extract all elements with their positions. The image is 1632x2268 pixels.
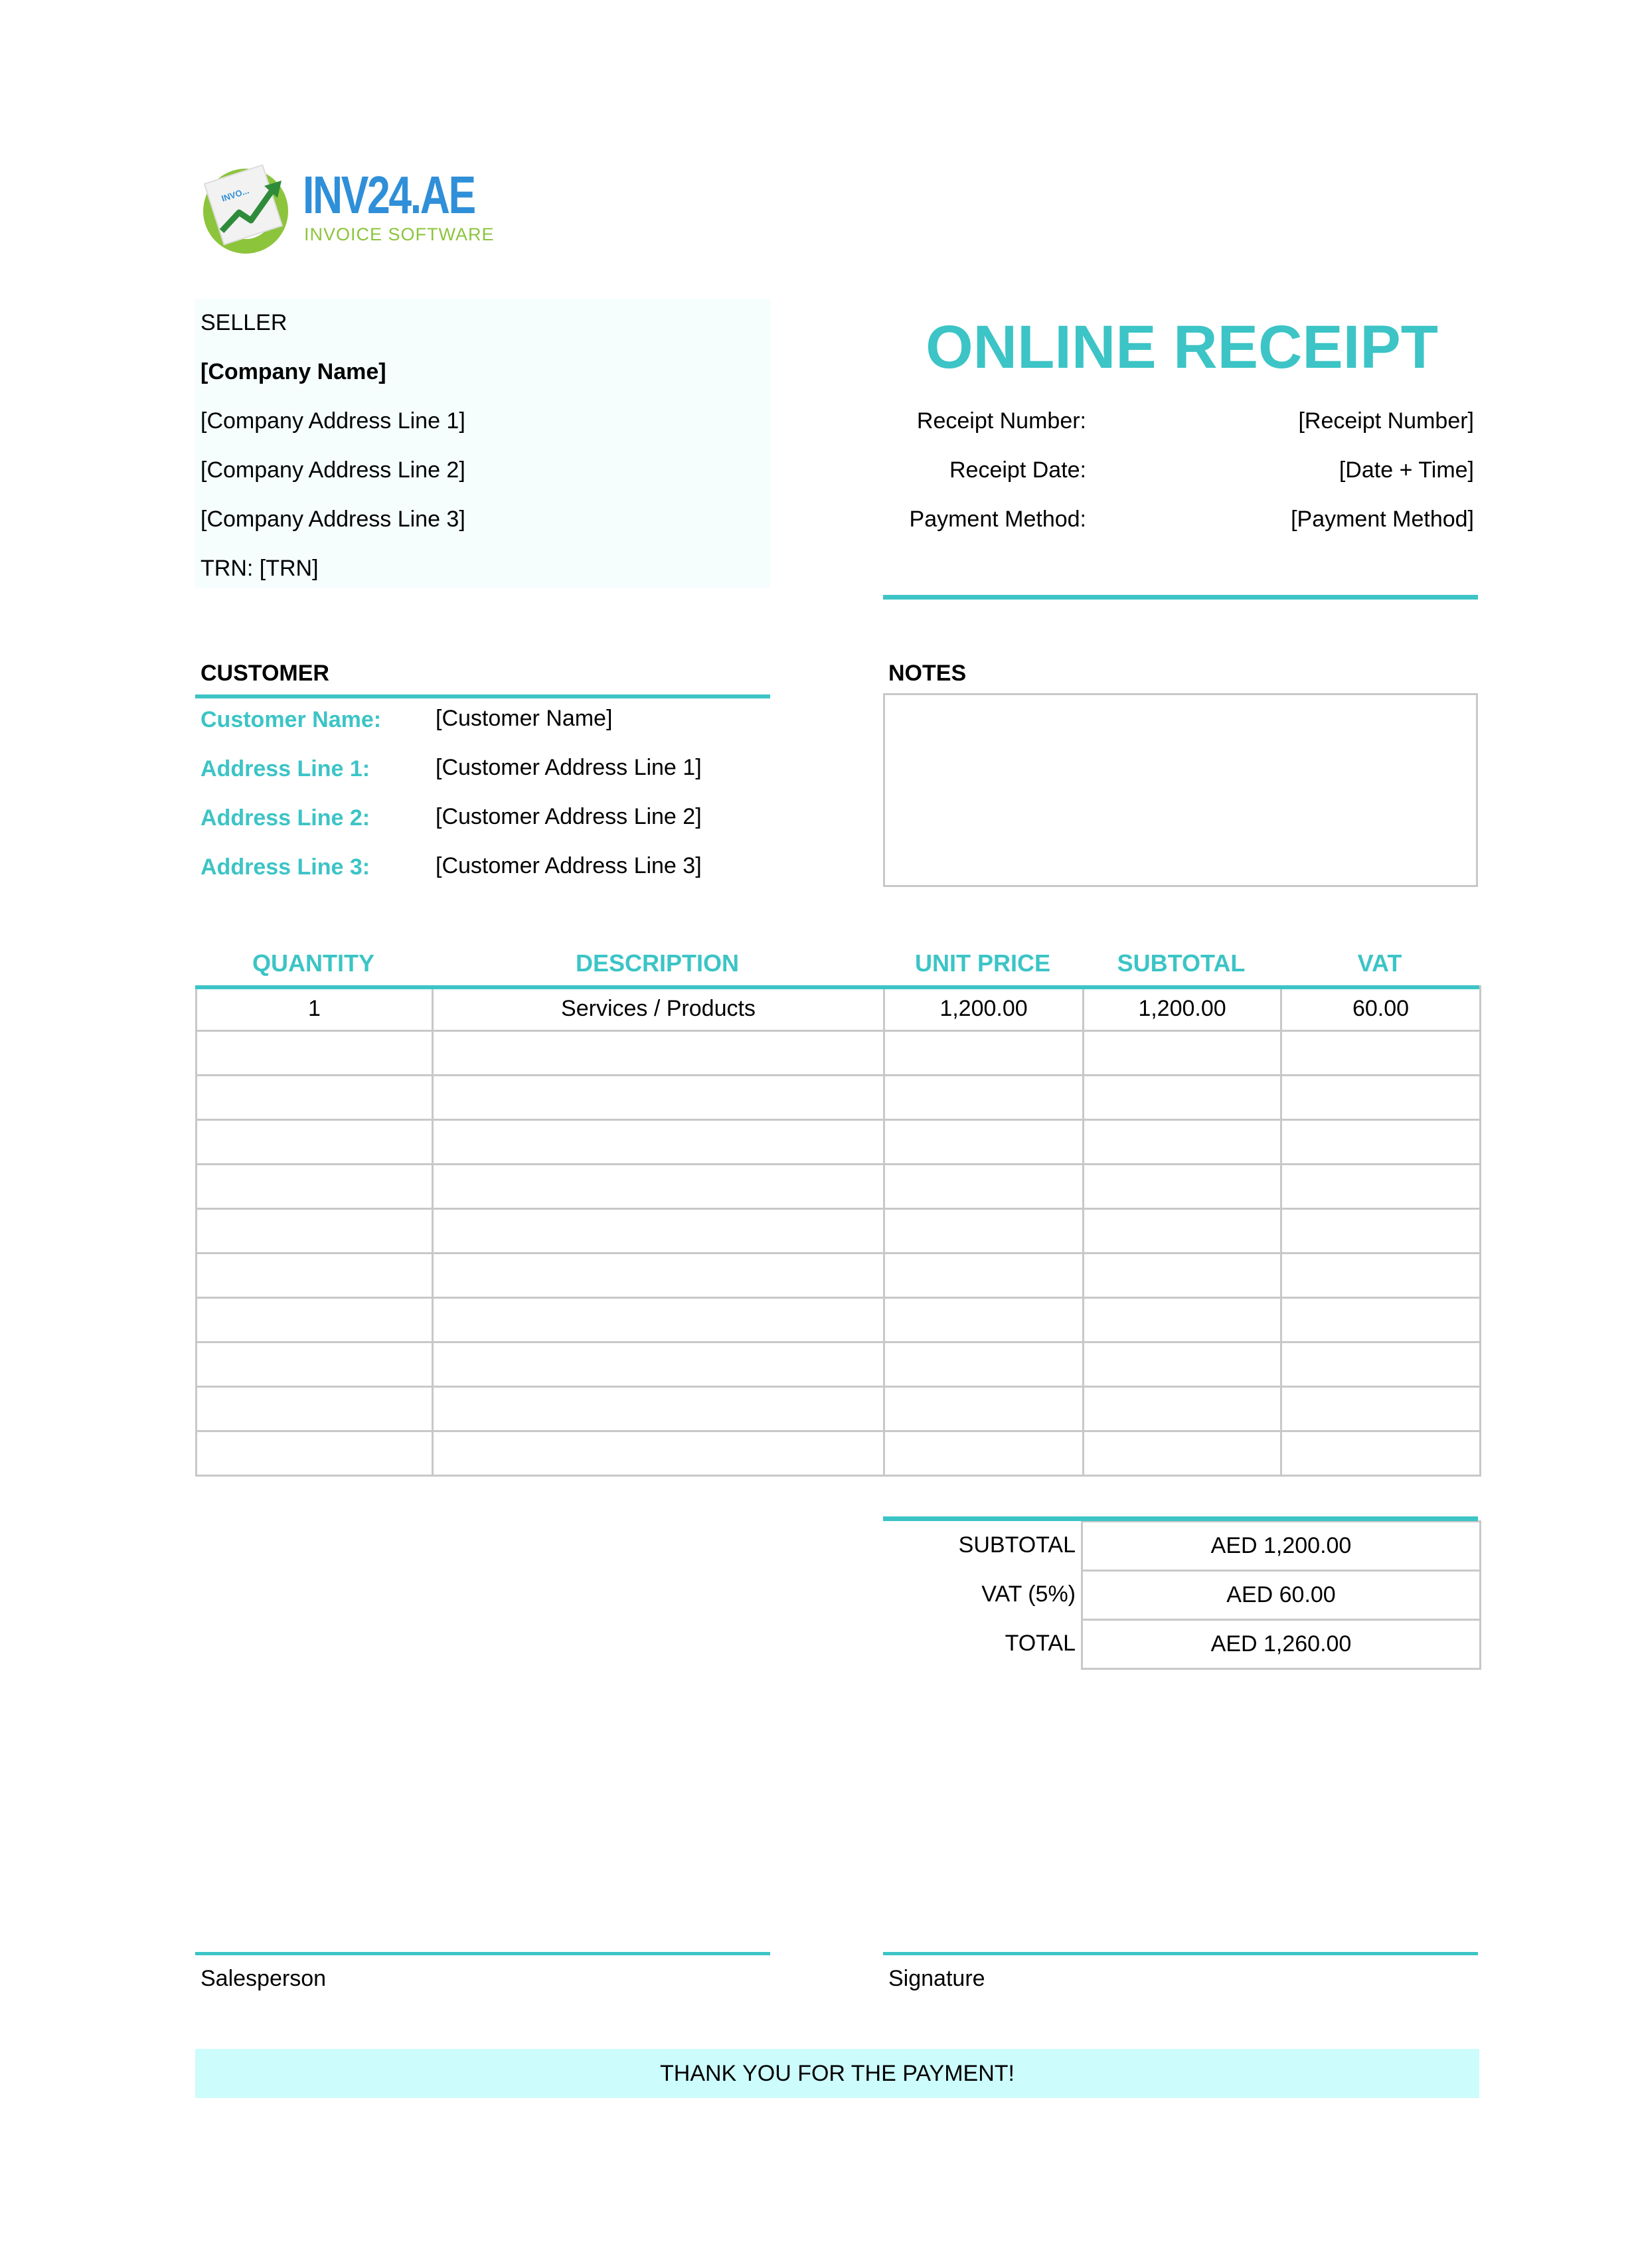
table-row bbox=[197, 1209, 1481, 1254]
table-row bbox=[197, 1254, 1481, 1298]
table-row bbox=[197, 1387, 1481, 1431]
description-cell[interactable]: Services / Products bbox=[433, 987, 884, 1031]
signature-line bbox=[883, 1952, 1478, 1955]
svg-text:INVO...: INVO... bbox=[220, 185, 250, 204]
unit-price-cell[interactable] bbox=[884, 1165, 1084, 1209]
vat-cell[interactable] bbox=[1281, 1298, 1481, 1342]
description-cell[interactable] bbox=[433, 1076, 884, 1120]
subtotal-cell[interactable] bbox=[1084, 1254, 1281, 1298]
customer-name-label: Customer Name: bbox=[201, 707, 382, 732]
unit-price-cell[interactable] bbox=[884, 1387, 1084, 1431]
seller-trn: TRN: [TRN] bbox=[201, 556, 319, 581]
unit-price-cell[interactable]: 1,200.00 bbox=[884, 987, 1084, 1031]
seller-panel bbox=[195, 299, 770, 588]
seller-address-line-1: [Company Address Line 1] bbox=[201, 408, 465, 434]
description-cell[interactable] bbox=[433, 1254, 884, 1298]
column-header-subtotal: SUBTOTAL bbox=[1117, 949, 1246, 977]
logo-tagline: INVOICE SOFTWARE bbox=[304, 224, 495, 244]
subtotal-cell[interactable]: 1,200.00 bbox=[1084, 987, 1281, 1031]
receipt-date-value: [Date + Time] bbox=[1339, 457, 1474, 483]
logo-emblem-icon bbox=[195, 157, 301, 256]
description-cell[interactable] bbox=[433, 1031, 884, 1076]
vat-cell[interactable] bbox=[1281, 1254, 1481, 1298]
seller-heading: SELLER bbox=[201, 310, 287, 335]
vat-cell[interactable] bbox=[1281, 1431, 1481, 1476]
vat-cell[interactable] bbox=[1281, 1120, 1481, 1165]
totals-total-value: AED 1,260.00 bbox=[1082, 1620, 1481, 1669]
table-row bbox=[197, 1165, 1481, 1209]
unit-price-cell[interactable] bbox=[884, 1254, 1084, 1298]
subtotal-cell[interactable] bbox=[1084, 1431, 1281, 1476]
table-row bbox=[197, 1120, 1481, 1165]
company-logo bbox=[195, 157, 514, 256]
vat-cell[interactable] bbox=[1281, 1076, 1481, 1120]
totals-subtotal-value: AED 1,200.00 bbox=[1082, 1522, 1481, 1571]
customer-heading: CUSTOMER bbox=[201, 661, 329, 686]
unit-price-cell[interactable] bbox=[884, 1431, 1084, 1476]
subtotal-cell[interactable] bbox=[1084, 1031, 1281, 1076]
notes-field[interactable] bbox=[883, 693, 1478, 887]
seller-company-name: [Company Name] bbox=[201, 359, 386, 384]
totals-vat-value: AED 60.00 bbox=[1082, 1571, 1481, 1620]
vat-cell[interactable] bbox=[1281, 1165, 1481, 1209]
unit-price-cell[interactable] bbox=[884, 1031, 1084, 1076]
totals-divider bbox=[883, 1516, 1478, 1521]
quantity-cell[interactable] bbox=[197, 1076, 433, 1120]
vat-cell[interactable] bbox=[1281, 1387, 1481, 1431]
receipt-meta-divider bbox=[883, 595, 1478, 600]
subtotal-cell[interactable] bbox=[1084, 1387, 1281, 1431]
items-table-header bbox=[195, 941, 1479, 985]
description-cell[interactable] bbox=[433, 1209, 884, 1254]
customer-address-1-label: Address Line 1: bbox=[201, 756, 370, 781]
subtotal-cell[interactable] bbox=[1084, 1298, 1281, 1342]
description-cell[interactable] bbox=[433, 1431, 884, 1476]
subtotal-cell[interactable] bbox=[1084, 1209, 1281, 1254]
customer-address-2-value: [Customer Address Line 2] bbox=[436, 804, 702, 829]
quantity-cell[interactable] bbox=[197, 1254, 433, 1298]
table-row bbox=[197, 987, 1481, 1031]
quantity-cell[interactable] bbox=[197, 1387, 433, 1431]
quantity-cell[interactable] bbox=[197, 1298, 433, 1342]
salesperson-line bbox=[195, 1952, 770, 1955]
unit-price-cell[interactable] bbox=[884, 1120, 1084, 1165]
unit-price-cell[interactable] bbox=[884, 1342, 1084, 1387]
totals-row-vat bbox=[1082, 1571, 1481, 1620]
subtotal-cell[interactable] bbox=[1084, 1165, 1281, 1209]
table-row bbox=[197, 1298, 1481, 1342]
table-row bbox=[197, 1076, 1481, 1120]
customer-address-1-value: [Customer Address Line 1] bbox=[436, 755, 702, 780]
quantity-cell[interactable] bbox=[197, 1342, 433, 1387]
items-table bbox=[195, 985, 1481, 1477]
quantity-cell[interactable] bbox=[197, 1431, 433, 1476]
unit-price-cell[interactable] bbox=[884, 1209, 1084, 1254]
column-header-quantity: QUANTITY bbox=[252, 949, 374, 977]
subtotal-cell[interactable] bbox=[1084, 1342, 1281, 1387]
totals-vat-label: VAT (5%) bbox=[981, 1581, 1076, 1607]
customer-address-3-label: Address Line 3: bbox=[201, 854, 370, 880]
subtotal-cell[interactable] bbox=[1084, 1120, 1281, 1165]
salesperson-label: Salesperson bbox=[201, 1966, 327, 1991]
customer-address-2-label: Address Line 2: bbox=[201, 805, 370, 831]
totals-table bbox=[1081, 1520, 1481, 1670]
description-cell[interactable] bbox=[433, 1298, 884, 1342]
customer-address-3-value: [Customer Address Line 3] bbox=[436, 853, 702, 878]
receipt-number-label: Receipt Number: bbox=[916, 408, 1086, 434]
vat-cell[interactable]: 60.00 bbox=[1281, 987, 1481, 1031]
table-row bbox=[197, 1031, 1481, 1076]
column-header-unit-price: UNIT PRICE bbox=[914, 949, 1050, 977]
thank-you-banner: THANK YOU FOR THE PAYMENT! bbox=[195, 2049, 1479, 2098]
payment-method-value: [Payment Method] bbox=[1291, 507, 1474, 532]
receipt-number-value: [Receipt Number] bbox=[1298, 408, 1474, 434]
column-header-vat: VAT bbox=[1357, 949, 1402, 977]
payment-method-label: Payment Method: bbox=[909, 507, 1086, 532]
totals-total-label: TOTAL bbox=[1005, 1631, 1076, 1656]
description-cell[interactable] bbox=[433, 1342, 884, 1387]
unit-price-cell[interactable] bbox=[884, 1076, 1084, 1120]
column-header-description: DESCRIPTION bbox=[575, 949, 740, 977]
customer-divider bbox=[195, 694, 770, 698]
description-cell[interactable] bbox=[433, 1120, 884, 1165]
subtotal-cell[interactable] bbox=[1084, 1076, 1281, 1120]
totals-subtotal-label: SUBTOTAL bbox=[958, 1532, 1076, 1558]
signature-label: Signature bbox=[888, 1966, 985, 1991]
logo-brand-text: INV24.AE bbox=[303, 165, 475, 224]
description-cell[interactable] bbox=[433, 1165, 884, 1209]
table-row bbox=[197, 1431, 1481, 1476]
totals-row-total bbox=[1082, 1620, 1481, 1669]
receipt-date-label: Receipt Date: bbox=[949, 457, 1086, 483]
totals-row-subtotal bbox=[1082, 1522, 1481, 1571]
vat-cell[interactable] bbox=[1281, 1342, 1481, 1387]
customer-name-value: [Customer Name] bbox=[436, 706, 613, 731]
quantity-cell[interactable] bbox=[197, 1165, 433, 1209]
page-title: ONLINE RECEIPT bbox=[926, 313, 1438, 381]
seller-address-line-2: [Company Address Line 2] bbox=[201, 457, 465, 483]
quantity-cell[interactable] bbox=[197, 1209, 433, 1254]
vat-cell[interactable] bbox=[1281, 1209, 1481, 1254]
notes-heading: NOTES bbox=[888, 661, 967, 686]
seller-address-line-3: [Company Address Line 3] bbox=[201, 507, 465, 532]
unit-price-cell[interactable] bbox=[884, 1298, 1084, 1342]
quantity-cell[interactable]: 1 bbox=[197, 987, 433, 1031]
description-cell[interactable] bbox=[433, 1387, 884, 1431]
table-row bbox=[197, 1342, 1481, 1387]
items-header-divider bbox=[195, 985, 1479, 989]
quantity-cell[interactable] bbox=[197, 1031, 433, 1076]
quantity-cell[interactable] bbox=[197, 1120, 433, 1165]
vat-cell[interactable] bbox=[1281, 1031, 1481, 1076]
